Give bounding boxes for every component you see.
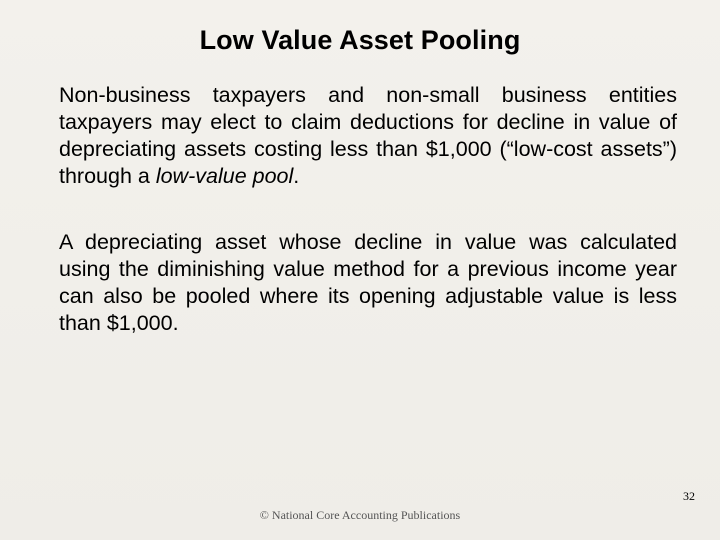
- paragraph-1-emphasis: low-value pool: [155, 164, 294, 188]
- slide-title: Low Value Asset Pooling: [199, 25, 521, 55]
- paragraph-1-text: Non-business taxpayers and non-small business entities taxpayers may elect to claim deductions for decline in value of depreciating assets costing less than $1,000 (“low-cost assets”) through a: [59, 83, 677, 188]
- paragraph-1-end: .: [293, 164, 300, 188]
- copyright-notice: © National Core Accounting Publications: [259, 508, 461, 522]
- paragraph-low-cost-assets: [59, 82, 677, 190]
- paragraph-diminishing-value: A depreciating asset whose decline in value was calculated using the diminishing value method for a previous income year can also be pooled where its opening adjustable value is less than $1,000.: [59, 230, 677, 335]
- page-number: 32: [683, 489, 695, 503]
